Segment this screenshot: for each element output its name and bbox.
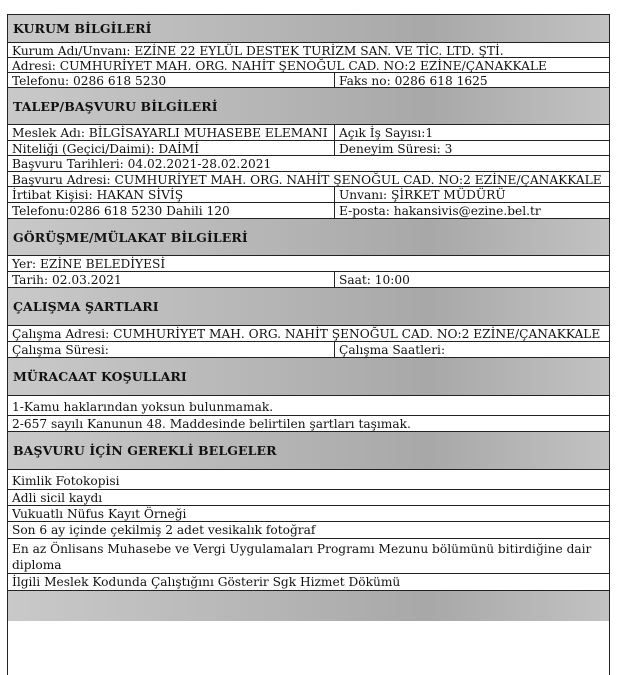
row-irtibat bbox=[8, 187, 609, 203]
kurum-telefon: Telefonu: 0286 618 5230 bbox=[12, 74, 167, 87]
belge-6: İlgili Meslek Kodunda Çalıştığını Gösterir Sgk Hizmet Dökümü bbox=[12, 575, 401, 589]
section-header-muracaat bbox=[8, 358, 609, 396]
kurum-faks: Faks no: 0286 618 1625 bbox=[334, 73, 609, 87]
section-header-gorusme bbox=[8, 219, 609, 256]
section-title-belgeler: BAŞVURU İÇİN GEREKLİ BELGELER bbox=[13, 443, 277, 458]
acik-is-sayisi: Açık İş Sayısı:1 bbox=[334, 125, 609, 140]
calisma-suresi: Çalışma Süresi: bbox=[12, 343, 109, 357]
section-title-kurum: KURUM BİLGİLERİ bbox=[13, 21, 152, 36]
muracaat-kosul-1: 1-Kamu haklarından yoksun bulunmamak. bbox=[12, 400, 274, 414]
section-title-calisma: ÇALIŞMA ŞARTLARI bbox=[13, 299, 159, 314]
list-item-belge bbox=[8, 574, 609, 591]
belge-4: Son 6 ay içinde çekilmiş 2 adet vesikalık fotoğraf bbox=[12, 523, 316, 537]
list-item-belge bbox=[8, 470, 609, 490]
row-kurum-iletisim bbox=[8, 73, 609, 88]
row-talep-iletisim bbox=[8, 203, 609, 219]
row-nitelik bbox=[8, 141, 609, 156]
section-header-calisma bbox=[8, 288, 609, 326]
belge-5: En az Önlisans Muhasebe ve Vergi Uygulamaları Programı Mezunu bölümünü bitirdiğine dair diploma bbox=[12, 542, 592, 572]
gorusme-yer: Yer: EZİNE BELEDİYESİ bbox=[12, 257, 166, 271]
row-gorusme-zaman bbox=[8, 272, 609, 288]
gorusme-saat: Saat: 10:00 bbox=[334, 272, 609, 287]
list-item-muracaat bbox=[8, 416, 609, 432]
talep-eposta: E-posta: hakansivis@ezine.bel.tr bbox=[334, 203, 609, 218]
section-header-next bbox=[8, 591, 609, 621]
section-header-kurum bbox=[8, 15, 609, 43]
belge-2: Adli sicil kaydı bbox=[12, 491, 103, 505]
irtibat-unvani: Unvanı: ŞİRKET MÜDÜRÜ bbox=[334, 187, 609, 202]
basvuru-tarihleri: Başvuru Tarihleri: 04.02.2021-28.02.2021 bbox=[12, 157, 272, 171]
row-calisma-sure bbox=[8, 342, 609, 358]
row-basvuru-tarihleri bbox=[8, 156, 609, 172]
belge-3: Vukuatlı Nüfus Kayıt Örneği bbox=[12, 507, 187, 521]
section-title-talep: TALEP/BAŞVURU BİLGİLERİ bbox=[13, 98, 218, 114]
row-meslek bbox=[8, 125, 609, 141]
list-item-belge bbox=[8, 522, 609, 539]
list-item-belge bbox=[8, 539, 609, 574]
deneyim-suresi: Deneyim Süresi: 3 bbox=[334, 141, 609, 155]
section-title-gorusme: GÖRÜŞME/MÜLAKAT BİLGİLERİ bbox=[13, 229, 248, 245]
section-header-talep bbox=[8, 88, 609, 125]
irtibat-kisisi: İrtibat Kişisi: HAKAN SİVİŞ bbox=[12, 188, 184, 202]
row-basvuru-adresi bbox=[8, 172, 609, 187]
row-calisma-adresi bbox=[8, 326, 609, 342]
talep-telefon: Telefonu:0286 618 5230 Dahili 120 bbox=[12, 204, 230, 218]
row-kurum-adi bbox=[8, 43, 609, 58]
list-item-muracaat bbox=[8, 396, 609, 416]
kurum-adres: Adresi: CUMHURİYET MAH. ORG. NAHİT ŞENOĞUL CAD. NO:2 EZİNE/ÇANAKKALE bbox=[12, 59, 547, 72]
meslek-adi: Meslek Adı: BİLGİSAYARLI MUHASEBE ELEMANI bbox=[12, 126, 328, 140]
muracaat-kosul-2: 2-657 sayılı Kanunun 48. Maddesinde belirtilen şartları taşımak. bbox=[12, 417, 411, 431]
job-posting-form bbox=[7, 14, 610, 675]
gorusme-tarih: Tarih: 02.03.2021 bbox=[12, 273, 122, 287]
calisma-saatleri: Çalışma Saatleri: bbox=[334, 342, 609, 357]
niteligi: Niteliği (Geçici/Daimi): DAİMİ bbox=[12, 142, 200, 155]
list-item-belge bbox=[8, 490, 609, 506]
section-title-muracaat: MÜRACAAT KOŞULLARI bbox=[13, 369, 187, 384]
basvuru-adresi: Başvuru Adresi: CUMHURİYET MAH. ORG. NAHİT ŞENOĞUL CAD. NO:2 EZİNE/ÇANAKKALE bbox=[12, 173, 602, 186]
section-header-belgeler bbox=[8, 432, 609, 470]
row-kurum-adres bbox=[8, 58, 609, 73]
calisma-adresi: Çalışma Adresi: CUMHURİYET MAH. ORG. NAHİT ŞENOĞUL CAD. NO:2 EZİNE/ÇANAKKALE bbox=[12, 327, 601, 341]
row-gorusme-yer bbox=[8, 256, 609, 272]
kurum-adi: Kurum Adı/Unvanı: EZİNE 22 EYLÜL DESTEK TURİZM SAN. VE TİC. LTD. ŞTİ. bbox=[12, 44, 504, 57]
list-item-belge bbox=[8, 506, 609, 522]
belge-1: Kimlik Fotokopisi bbox=[12, 474, 120, 488]
